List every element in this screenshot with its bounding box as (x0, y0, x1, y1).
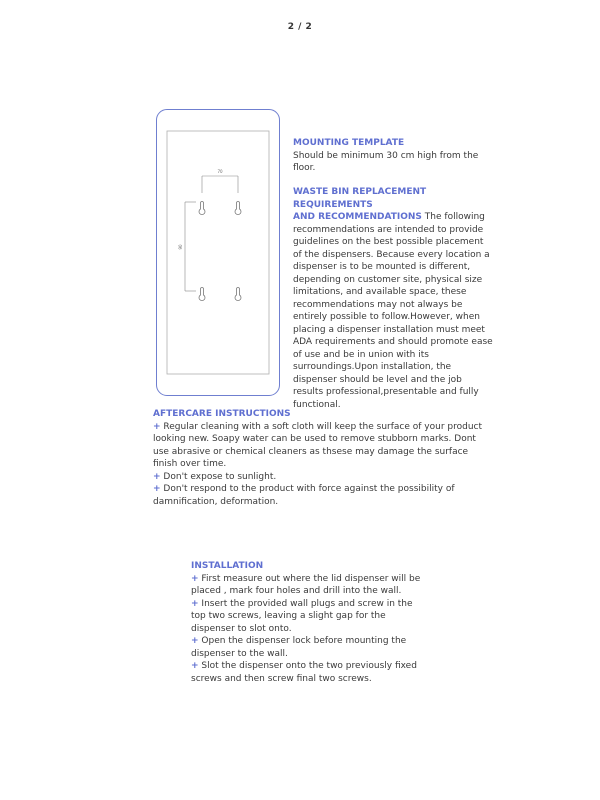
page-number: 2 / 2 (287, 22, 313, 32)
dim-label-horizontal: 70 (217, 169, 223, 174)
template-inner-rect (167, 131, 269, 374)
mounting-heading: MOUNTING TEMPLATE (293, 138, 405, 148)
mounting-section (293, 137, 488, 175)
waste-bin-section (293, 186, 493, 411)
installation-section (191, 560, 426, 685)
installation-item: + Insert the provided wall plugs and screw in the top two screws, leaving a slight gap for the dispenser to slot onto. (191, 598, 413, 634)
mounting-template-drawing (156, 109, 280, 396)
mounting-body: Should be minimum 30 cm high from the floor. (293, 150, 479, 173)
installation-heading: INSTALLATION (191, 561, 264, 571)
waste-bin-heading-1: WASTE BIN REPLACEMENT (293, 187, 427, 197)
aftercare-section (153, 408, 493, 508)
waste-bin-heading-2: REQUIREMENTS (293, 199, 373, 210)
dim-label-vertical: 90 (178, 244, 183, 250)
waste-bin-heading-3: AND RECOMMENDATIONS (293, 212, 422, 222)
aftercare-item: + Regular cleaning with a soft cloth will keep the surface of your product looking new. Soapy water can be used to remove stubborn marks. Dont use abrasive or chemical cleaners as thsese may damage the surface finish over time. (153, 421, 483, 469)
waste-bin-body: The following recommendations are intended to provide guidelines on the best possible placement of the dispensers. Because every location a dispenser is to be mounted is different, depending on customer site, physical size limitations, and available space, these recommendations may not always be entirely possible to follow.However, when placing a dispenser installation must meet ADA requirements and should promote ease of use and be in union with its surroundings.Upon installation, the dispenser should be level and the job results professional,presentable and fully functional. (293, 212, 493, 410)
installation-item: + Open the dispenser lock before mounting the dispenser to the wall. (191, 636, 407, 659)
aftercare-item: + Don't respond to the product with force against the possibility of damnification, deformation. (153, 484, 455, 507)
keyhole-bottom-right (235, 288, 241, 301)
keyhole-top-left (199, 202, 205, 215)
installation-item: + Slot the dispenser onto the two previously fixed screws and then screw final two screws. (191, 661, 417, 684)
keyhole-top-right (235, 202, 241, 215)
aftercare-heading: AFTERCARE INSTRUCTIONS (153, 409, 291, 419)
keyhole-bottom-left (199, 288, 205, 301)
aftercare-item: + Don't expose to sunlight. (153, 471, 277, 482)
installation-item: + First measure out where the lid dispenser will be placed , mark four holes and drill into the wall. (191, 573, 421, 596)
